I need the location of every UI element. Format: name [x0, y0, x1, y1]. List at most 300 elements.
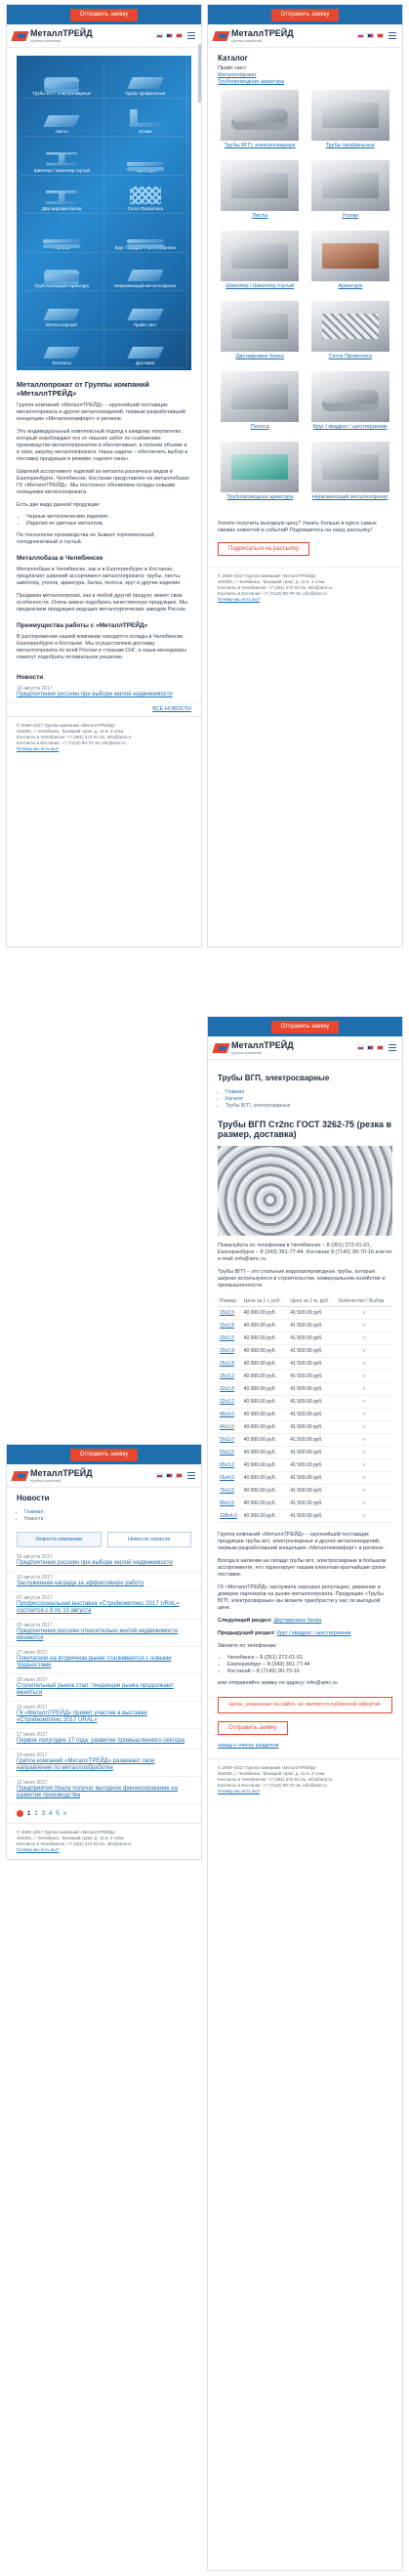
catalog-item-label[interactable]: Круг / квадрат / шестигранник: [312, 424, 388, 430]
news-title-link[interactable]: Заслуженная награда за эффективную работу: [17, 1581, 144, 1586]
home-para-6: В распоряжении нашей компании находятся склады в Челябинске, Екатеринбурге и Костанае. Мы осуществляем доставку металлопроката по всей России и странам СНГ, а наши менеджеры помогут подобрать оптимальное решение.: [17, 634, 186, 660]
logo-name: МеталлТРЕЙД: [231, 28, 294, 38]
footer-copyright: © 2009–2017 Группа компаний «МеталлТРЕЙД»: [218, 1765, 317, 1770]
select-checkbox[interactable]: ✓: [337, 1320, 392, 1332]
category-tile[interactable]: [104, 99, 188, 138]
catalog-item-label[interactable]: Трубы профильные: [325, 143, 375, 148]
subscribe-button[interactable]: Подписаться на рассылку: [218, 542, 309, 556]
category-tiles: [20, 60, 187, 366]
back-link[interactable]: назад к списку разделов: [218, 1743, 279, 1749]
catalog-item-label[interactable]: Двутавровая балка: [235, 354, 284, 359]
news-title-link[interactable]: Первое полугодие 17 года: развитие промышленного сектора: [17, 1738, 185, 1744]
table-cell[interactable]: 15х2,5: [218, 1307, 242, 1320]
product-icon: [231, 243, 288, 269]
catalog-item-image[interactable]: [311, 90, 389, 141]
table-row[interactable]: [218, 1307, 392, 1320]
catalog-item-image[interactable]: [311, 371, 389, 422]
table-cell: 40 000.00 руб.: [242, 1409, 289, 1421]
table-row[interactable]: [218, 1421, 392, 1434]
catalog-item-label[interactable]: Трубопроводная арматура: [226, 494, 294, 500]
bar-icon: [127, 162, 164, 166]
catalog-item[interactable]: [308, 90, 393, 160]
news-title-link[interactable]: Группа компаний «МеталлТРЕЙД» развивает свое направление по металлообработке: [17, 1758, 155, 1771]
flag-en-icon[interactable]: [367, 33, 374, 38]
catalog-item-image[interactable]: [221, 160, 299, 211]
logo-icon: [11, 1471, 28, 1481]
select-checkbox[interactable]: ✓: [337, 1371, 392, 1383]
table-row[interactable]: [218, 1371, 392, 1383]
advantages-heading: Преимущества работы с «МеталлТРЕЙД»: [17, 622, 148, 629]
home-intro: Группа компаний «МеталлТРЕЙД» – крупнейший поставщик металлопроката и других металлоизделий, первым разработавший концепцию «Металлокомфорт» в регионе.: [17, 402, 185, 422]
table-row[interactable]: [218, 1383, 392, 1396]
prev-section-link[interactable]: Круг / квадрат / шестигранник: [276, 1630, 351, 1636]
category-tile[interactable]: [20, 253, 104, 292]
product-icon: [231, 454, 288, 480]
table-row[interactable]: [218, 1498, 392, 1510]
table-row[interactable]: [218, 1358, 392, 1371]
phone-item: • Челябинск – 8 (351) 272-01-01: [227, 1655, 392, 1662]
catalog-item-image[interactable]: [221, 371, 299, 422]
table-cell: 40 000.00 руб.: [242, 1383, 289, 1396]
footer: [208, 1758, 402, 1800]
category-tile[interactable]: [20, 214, 104, 253]
table-cell: 41 500.00 руб.: [288, 1345, 337, 1358]
category-tile-label: Двутавровая балка: [42, 206, 82, 211]
tab-company-news[interactable]: Новости компании: [17, 1532, 102, 1547]
table-row[interactable]: [218, 1472, 392, 1485]
footer: [7, 716, 201, 758]
news-title-link[interactable]: ГК «МеталлТРЕЙД» примет участие в выставке «Стройкомплекс 2017 URAL»: [17, 1710, 147, 1723]
footer-link[interactable]: Почему мы есть вы?: [218, 597, 261, 602]
product-icon: [322, 390, 379, 403]
news-page-title: Новости: [17, 1494, 50, 1502]
select-checkbox[interactable]: ✓: [337, 1434, 392, 1447]
category-tile[interactable]: [20, 291, 104, 330]
tab-industry-news[interactable]: Новости отрасли: [107, 1532, 192, 1547]
pipe-icon: [44, 81, 79, 89]
mesh-icon: [130, 187, 161, 204]
column-header: Цена за 1 т, руб.: [242, 1296, 289, 1307]
phones-list: [208, 1653, 402, 1677]
page-link[interactable]: »: [62, 1810, 67, 1817]
news-date: 02 августа 2017: [17, 1623, 53, 1628]
catalog-item-label[interactable]: Трубы ВГП, электросварные: [224, 143, 296, 148]
sheet-icon: [43, 347, 80, 359]
table-cell: 40 000.00 руб.: [242, 1447, 289, 1459]
news-teaser[interactable]: [7, 683, 201, 703]
next-section-link[interactable]: Двутавровая балка: [273, 1618, 322, 1624]
menu-icon[interactable]: [187, 1472, 195, 1479]
product-image: [218, 1146, 392, 1236]
category-tile[interactable]: [104, 291, 188, 330]
send-request-button[interactable]: Отправить заявку: [70, 1449, 139, 1461]
category-tile-label: Сетка Проволока: [127, 206, 163, 211]
news-date: 12 июля 2017: [17, 1780, 48, 1786]
catalog-item-image[interactable]: [311, 231, 389, 281]
catalog-item-label[interactable]: Сетка Проволока: [328, 354, 372, 359]
all-news-row: [7, 703, 201, 716]
column-header: Размер: [218, 1296, 242, 1307]
product-icon: [322, 173, 379, 198]
category-tile[interactable]: [104, 60, 188, 99]
catalog-screen: [207, 4, 403, 948]
prev-label: Предыдущий раздел:: [218, 1630, 276, 1636]
catalog-item-label[interactable]: Швеллер / Швеллер гнутый: [225, 283, 295, 289]
catalog-item-image[interactable]: [311, 301, 389, 352]
home-para-2: Широкий ассортимент изделий из металла различных видов в Екатеринбурге, Челябинске, Костанае представлен на металлобазах ГК «МеталлТРЕЙД». Мы постоянно обновляем склады новыми позициями металлопроката.: [17, 469, 189, 495]
catalog-item-label[interactable]: Листы: [252, 213, 268, 219]
header-controls: [357, 1044, 396, 1051]
news-item[interactable]: [7, 1572, 201, 1592]
send-request-button[interactable]: Отправить заявку: [70, 9, 139, 21]
prev-page-icon[interactable]: [17, 1810, 23, 1817]
logo[interactable]: [214, 1040, 294, 1055]
news-item[interactable]: [7, 1647, 201, 1674]
category-tile[interactable]: [104, 176, 188, 215]
table-cell[interactable]: 32х3,2: [218, 1396, 242, 1409]
select-checkbox[interactable]: ✓: [337, 1421, 392, 1434]
beam-icon: [46, 152, 77, 166]
catalog-link[interactable]: Металлопрокат: [218, 72, 257, 78]
send-request-button[interactable]: Отправить заявку: [271, 1021, 340, 1034]
flag-en-icon[interactable]: [166, 33, 173, 38]
news-date: 25 июля 2017: [17, 1677, 48, 1683]
phone-item: • Екатеринбург – 8 (343) 361-77-44: [227, 1662, 392, 1668]
catalog-item[interactable]: [218, 442, 303, 512]
product-icon: [231, 108, 288, 122]
news-item[interactable]: [7, 1592, 201, 1620]
select-checkbox[interactable]: ✓: [337, 1459, 392, 1472]
table-cell[interactable]: 40х3,0: [218, 1409, 242, 1421]
table-row[interactable]: [218, 1396, 392, 1409]
select-checkbox[interactable]: ✓: [337, 1332, 392, 1345]
select-checkbox[interactable]: ✓: [337, 1358, 392, 1371]
catalog-item-image[interactable]: [221, 90, 299, 141]
news-link[interactable]: Предпочтения россиян при выборе жилой недвижимости: [17, 692, 173, 697]
category-tile[interactable]: [20, 137, 104, 176]
menu-icon[interactable]: [389, 1044, 396, 1051]
product-icon: [231, 384, 288, 409]
select-checkbox[interactable]: ✓: [337, 1498, 392, 1510]
next-label: Следующий раздел:: [218, 1618, 272, 1624]
select-checkbox[interactable]: ✓: [337, 1510, 392, 1523]
home-para-4: Металлобаза в Челябинске, как и в Екатеринбурге и Костанае, предлагает широкий ассортимент металлопроката: трубы, листы, швеллер, уголок, арматура, балка, полоса, круг и другие изделия.: [17, 567, 182, 586]
product-icon: [322, 454, 379, 480]
category-tile-label: Уголки: [138, 129, 152, 134]
column-header: Цена за 1 м, руб.: [288, 1296, 337, 1307]
breadcrumb: [208, 1084, 402, 1115]
flag-ru-icon[interactable]: [357, 1045, 364, 1050]
sheet-icon: [43, 309, 80, 320]
breadcrumb-item: • Трубы ВГП, электросварные: [225, 1103, 392, 1110]
flag-en-icon[interactable]: [367, 1045, 374, 1050]
price-table: [218, 1296, 392, 1523]
category-tile[interactable]: [104, 253, 188, 292]
logo[interactable]: [13, 28, 93, 43]
footer-address: 454091, г. Челябинск, Троицкий тракт, д. 11-в, 3 этаж: [218, 1771, 325, 1776]
menu-icon[interactable]: [389, 32, 396, 39]
table-cell[interactable]: 76х3,5: [218, 1485, 242, 1498]
catalog-item[interactable]: [218, 301, 303, 371]
category-tile[interactable]: [20, 330, 104, 369]
news-date: 07 августа 2017: [17, 1595, 53, 1601]
table-cell[interactable]: 20х2,5: [218, 1332, 242, 1345]
back-row: [208, 1740, 402, 1753]
section-title: Трубы ВГП, электросварные: [218, 1074, 330, 1082]
table-cell[interactable]: 65х3,2: [218, 1459, 242, 1472]
table-cell: 41 500.00 руб.: [288, 1498, 337, 1510]
table-cell[interactable]: 50х3,5: [218, 1447, 242, 1459]
news-item[interactable]: [7, 1777, 201, 1804]
catalog-item[interactable]: [218, 231, 303, 301]
table-cell[interactable]: 25х3,2: [218, 1371, 242, 1383]
category-tile[interactable]: [104, 137, 188, 176]
table-row[interactable]: [218, 1510, 392, 1523]
catalog-item[interactable]: [218, 160, 303, 231]
catalog-item[interactable]: [218, 371, 303, 442]
page-link[interactable]: 2: [34, 1810, 38, 1817]
category-tile[interactable]: [20, 176, 104, 215]
news-date: 27 июля 2017: [17, 1650, 48, 1656]
header-controls: [156, 1472, 195, 1479]
home-list-intro: Есть две вида данной продукции:: [17, 502, 101, 508]
select-checkbox[interactable]: ✓: [337, 1396, 392, 1409]
site-header: [208, 24, 402, 48]
table-cell[interactable]: 89х3,5: [218, 1498, 242, 1510]
logo-icon: [212, 31, 229, 41]
flag-cn-icon[interactable]: [176, 33, 183, 38]
catalog-item-label[interactable]: Уголки: [342, 213, 359, 219]
scrollbar[interactable]: [198, 44, 201, 103]
category-tile-label: Круг / квадрат / шестигранник: [114, 244, 176, 250]
page-link[interactable]: 4: [49, 1810, 53, 1817]
category-tile-label: Прайс-лист: [133, 321, 157, 327]
news-title-link[interactable]: Строительный рынок стал: тенденции рынка продолжают меняться: [17, 1683, 175, 1696]
logo[interactable]: [13, 1468, 93, 1483]
breadcrumb-item: • Новости: [24, 1516, 191, 1523]
table-cell: 41 500.00 руб.: [288, 1383, 337, 1396]
select-checkbox[interactable]: ✓: [337, 1409, 392, 1421]
contact-text: Пожалуйста по телефонам в Челябинске – 8 (351) 272-01-01, Екатеринбурге – 8 (343) 361-77-44, Костанае 8 (7142) 90-70-16 или по e-mail: info@amc.ru: [218, 1243, 392, 1262]
menu-icon[interactable]: [187, 32, 195, 39]
product-description: Трубы ВГП – это стальные водогазопроводные трубы, которые широко используются в строительстве, коммунальном хозяйстве и промышленности.: [218, 1269, 386, 1288]
site-header: [7, 1464, 201, 1488]
news-date: 17 июля 2017: [17, 1732, 48, 1738]
logo-name: МеталлТРЕЙД: [30, 1468, 93, 1478]
news-tabs: [7, 1528, 201, 1551]
table-cell: 40 000.00 руб.: [242, 1371, 289, 1383]
news-title-link[interactable]: Предпочтения россиян при выборе жилой недвижимости: [17, 1560, 173, 1566]
catalog-links: [208, 64, 402, 90]
table-cell[interactable]: 108х4,0: [218, 1510, 242, 1523]
footer-phone-2: Контакты в Костанае: +7 (7142) 90-70-16, info@amt.ru: [218, 591, 327, 596]
category-tile-label: Доставка: [136, 360, 155, 365]
table-cell: 40 000.00 руб.: [242, 1459, 289, 1472]
news-list: [7, 1551, 201, 1804]
table-cell: 41 500.00 руб.: [288, 1358, 337, 1371]
category-tile-label: Полоса: [54, 244, 70, 250]
footer-phone: Контакты в Челябинске: +7 (351) 272-01-01, info@amt.ru: [218, 585, 333, 590]
news-title-link[interactable]: Предпочтения россиян относительно жилой недвижимости меняются: [17, 1628, 179, 1641]
news-date: 16 августа 2017: [17, 1554, 53, 1560]
sheet-icon: [127, 77, 164, 89]
logo-subtitle: группа компаний: [231, 1050, 263, 1055]
table-cell[interactable]: 65х4,0: [218, 1472, 242, 1485]
promo-text: Хотите получить выгодную цену? Узнать больше в курсе самых свежих новостей и событий! Подпишитесь на нашу рассылку!: [218, 521, 377, 533]
table-cell: 40 000.00 руб.: [242, 1396, 289, 1409]
page-link[interactable]: 5: [56, 1810, 60, 1817]
product-icon: [322, 243, 379, 269]
select-checkbox[interactable]: ✓: [337, 1307, 392, 1320]
news-title-link[interactable]: Профессиональная выставка «Стройкомплекс 2017 URAL» состоится с 8 по 10 августа: [17, 1601, 180, 1614]
news-title-link[interactable]: Покупатели на вторичном рынке сталкиваются с новыми трудностями: [17, 1656, 172, 1668]
page-link[interactable]: 1: [27, 1810, 31, 1817]
footer-copyright: © 2009–2017 Группа компаний «МеталлТРЕЙД»: [17, 723, 116, 728]
about-text: Группа компаний «МеталлТРЕЙД» – крупнейший поставщик продукции трубы вгп, электросварные и других металлоизделий, первым разработавший концепцию «Металлокомфорт» в регионе.: [218, 1532, 386, 1551]
table-row[interactable]: [218, 1459, 392, 1472]
list-item: • Изделия из цветных металлов.: [26, 521, 191, 528]
table-row[interactable]: [218, 1485, 392, 1498]
select-checkbox[interactable]: ✓: [337, 1447, 392, 1459]
category-tile-label: Листы: [55, 129, 68, 134]
logo-subtitle: группа компаний: [30, 1478, 61, 1483]
table-cell: 40 000.00 руб.: [242, 1358, 289, 1371]
news-item[interactable]: [7, 1702, 201, 1729]
catalog-item[interactable]: [308, 160, 393, 231]
list-item: • Черные металлические изделия;: [26, 514, 191, 521]
select-checkbox[interactable]: ✓: [337, 1472, 392, 1485]
footer-link[interactable]: Почему мы есть вы?: [218, 1789, 261, 1794]
breadcrumb-item[interactable]: • Каталог: [225, 1096, 392, 1103]
news-item[interactable]: [7, 1620, 201, 1647]
footer-address: 454091, г. Челябинск, Троицкий тракт, д. 11-в, 3 этаж: [17, 1836, 124, 1840]
table-cell[interactable]: 15х2,8: [218, 1320, 242, 1332]
table-row[interactable]: [218, 1332, 392, 1345]
product-screen: [207, 1016, 403, 2571]
select-checkbox[interactable]: ✓: [337, 1345, 392, 1358]
footer-link[interactable]: Почему мы есть вы?: [17, 1847, 60, 1852]
catalog-item-image[interactable]: [221, 301, 299, 352]
catalog-title: Каталог: [218, 54, 248, 63]
catalog-item-image[interactable]: [221, 442, 299, 492]
category-tile-label: Нержавеющий металлопрокат: [113, 283, 177, 288]
table-cell: 40 000.00 руб.: [242, 1307, 289, 1320]
select-checkbox[interactable]: ✓: [337, 1383, 392, 1396]
news-item[interactable]: [7, 1750, 201, 1777]
disclaimer: Цены, указанные на сайте, не являются публичной офертой.: [218, 1697, 392, 1713]
flag-cn-icon[interactable]: [377, 1045, 384, 1050]
home-para-5: Продавая металлопрокат, как и любой другой продукт, имеет свои особенности. Очень важно подобрать качественную продукцию. Мы предлагаем продукцию ведущих металлургических заводов России.: [17, 593, 188, 612]
footer-address: 454091, г. Челябинск, Троицкий тракт, д. 11-в, 3 этаж: [218, 579, 325, 584]
pipe-icon: [44, 274, 79, 281]
bar-icon: [127, 239, 164, 243]
catalog-item[interactable]: [308, 231, 393, 301]
table-cell[interactable]: 40х3,5: [218, 1421, 242, 1434]
table-cell: 41 500.00 руб.: [288, 1332, 337, 1345]
table-cell[interactable]: 20х2,8: [218, 1345, 242, 1358]
catalog-item-image[interactable]: [221, 231, 299, 281]
breadcrumb-item[interactable]: • Главная: [225, 1089, 392, 1096]
footer-address: 454091, г. Челябинск, Троицкий тракт, д. 11-в, 3 этаж: [17, 729, 124, 734]
send-request-button[interactable]: Отправить заявку: [271, 9, 340, 21]
product-icon: [322, 103, 379, 128]
catalog-item-label[interactable]: Полоса: [250, 424, 269, 430]
table-row[interactable]: [218, 1320, 392, 1332]
news-item[interactable]: [7, 1551, 201, 1572]
logo-icon: [212, 1043, 229, 1053]
catalog-item[interactable]: [218, 90, 303, 160]
flag-cn-icon[interactable]: [176, 1473, 183, 1478]
table-row[interactable]: [218, 1447, 392, 1459]
category-tile[interactable]: [20, 60, 104, 99]
table-row[interactable]: [218, 1345, 392, 1358]
flag-ru-icon[interactable]: [156, 33, 163, 38]
category-tile[interactable]: [20, 99, 104, 138]
column-header: Количество / Выбор: [337, 1296, 392, 1307]
product-icon: [231, 173, 288, 198]
category-mosaic: [17, 56, 191, 370]
catalog-item-label[interactable]: Арматура: [338, 283, 363, 289]
catalog-item-label[interactable]: Нержавеющий металлопрокат: [311, 494, 389, 500]
catalog-item-image[interactable]: [311, 160, 389, 211]
bar-icon: [43, 239, 80, 243]
flag-cn-icon[interactable]: [377, 33, 384, 38]
category-tile-label: Трубы ВГП, электросварные: [32, 90, 92, 96]
product-title: Трубы ВГП Ст2пс ГОСТ 3262-75 (резка в размер, доставка): [218, 1119, 392, 1139]
page-link[interactable]: 3: [41, 1810, 46, 1817]
top-bar: [7, 1445, 201, 1464]
news-item[interactable]: [7, 1674, 201, 1702]
category-tile[interactable]: [104, 214, 188, 253]
catalog-item[interactable]: [308, 301, 393, 371]
table-cell[interactable]: 32х2,8: [218, 1383, 242, 1396]
news-screen: [6, 1444, 202, 1860]
table-cell[interactable]: 50х3,0: [218, 1434, 242, 1447]
order-button[interactable]: Отправить заявку: [218, 1721, 288, 1735]
table-cell: 40 000.00 руб.: [242, 1472, 289, 1485]
base-heading: Металлобаза в Челябинске: [17, 555, 103, 562]
catalog-item-image[interactable]: [311, 442, 389, 492]
home-para-3: По технологии производства он бывает горячекатаный, холоднокатаный и гнутый.: [17, 532, 156, 545]
flag-ru-icon[interactable]: [357, 33, 364, 38]
news-item[interactable]: [7, 1729, 201, 1750]
catalog-item[interactable]: [308, 371, 393, 442]
logo-subtitle: группа компаний: [231, 38, 263, 43]
flag-ru-icon[interactable]: [156, 1473, 163, 1478]
catalog-item[interactable]: [308, 442, 393, 512]
sheet-icon: [127, 309, 164, 320]
catalog-link[interactable]: Трубопроводная арматура: [218, 79, 284, 85]
flag-en-icon[interactable]: [166, 1473, 173, 1478]
table-row[interactable]: [218, 1434, 392, 1447]
table-cell[interactable]: 25х2,8: [218, 1358, 242, 1371]
category-tile-label: Арматура: [135, 167, 155, 173]
news-date: 19 июля 2017: [17, 1705, 48, 1710]
home-screen: [6, 4, 202, 948]
news-title-link[interactable]: Предприятия Урала получат выгодное финансирование на развитие производства: [17, 1786, 178, 1798]
table-cell: 41 500.00 руб.: [288, 1396, 337, 1409]
table-row[interactable]: [218, 1409, 392, 1421]
logo[interactable]: [214, 28, 294, 43]
select-checkbox[interactable]: ✓: [337, 1485, 392, 1498]
breadcrumb-item[interactable]: • Главная: [24, 1509, 191, 1516]
footer-link[interactable]: Почему мы есть вы?: [17, 746, 60, 751]
all-news-link[interactable]: ВСЕ НОВОСТИ: [152, 706, 191, 712]
category-tile[interactable]: [104, 330, 188, 369]
footer-phone-2: Контакты в Костанае: +7 (7142) 90-70-16, info@amt.ru: [218, 1783, 327, 1788]
table-cell: 40 000.00 руб.: [242, 1320, 289, 1332]
catalog-link[interactable]: Прайс-лист: [218, 65, 247, 71]
